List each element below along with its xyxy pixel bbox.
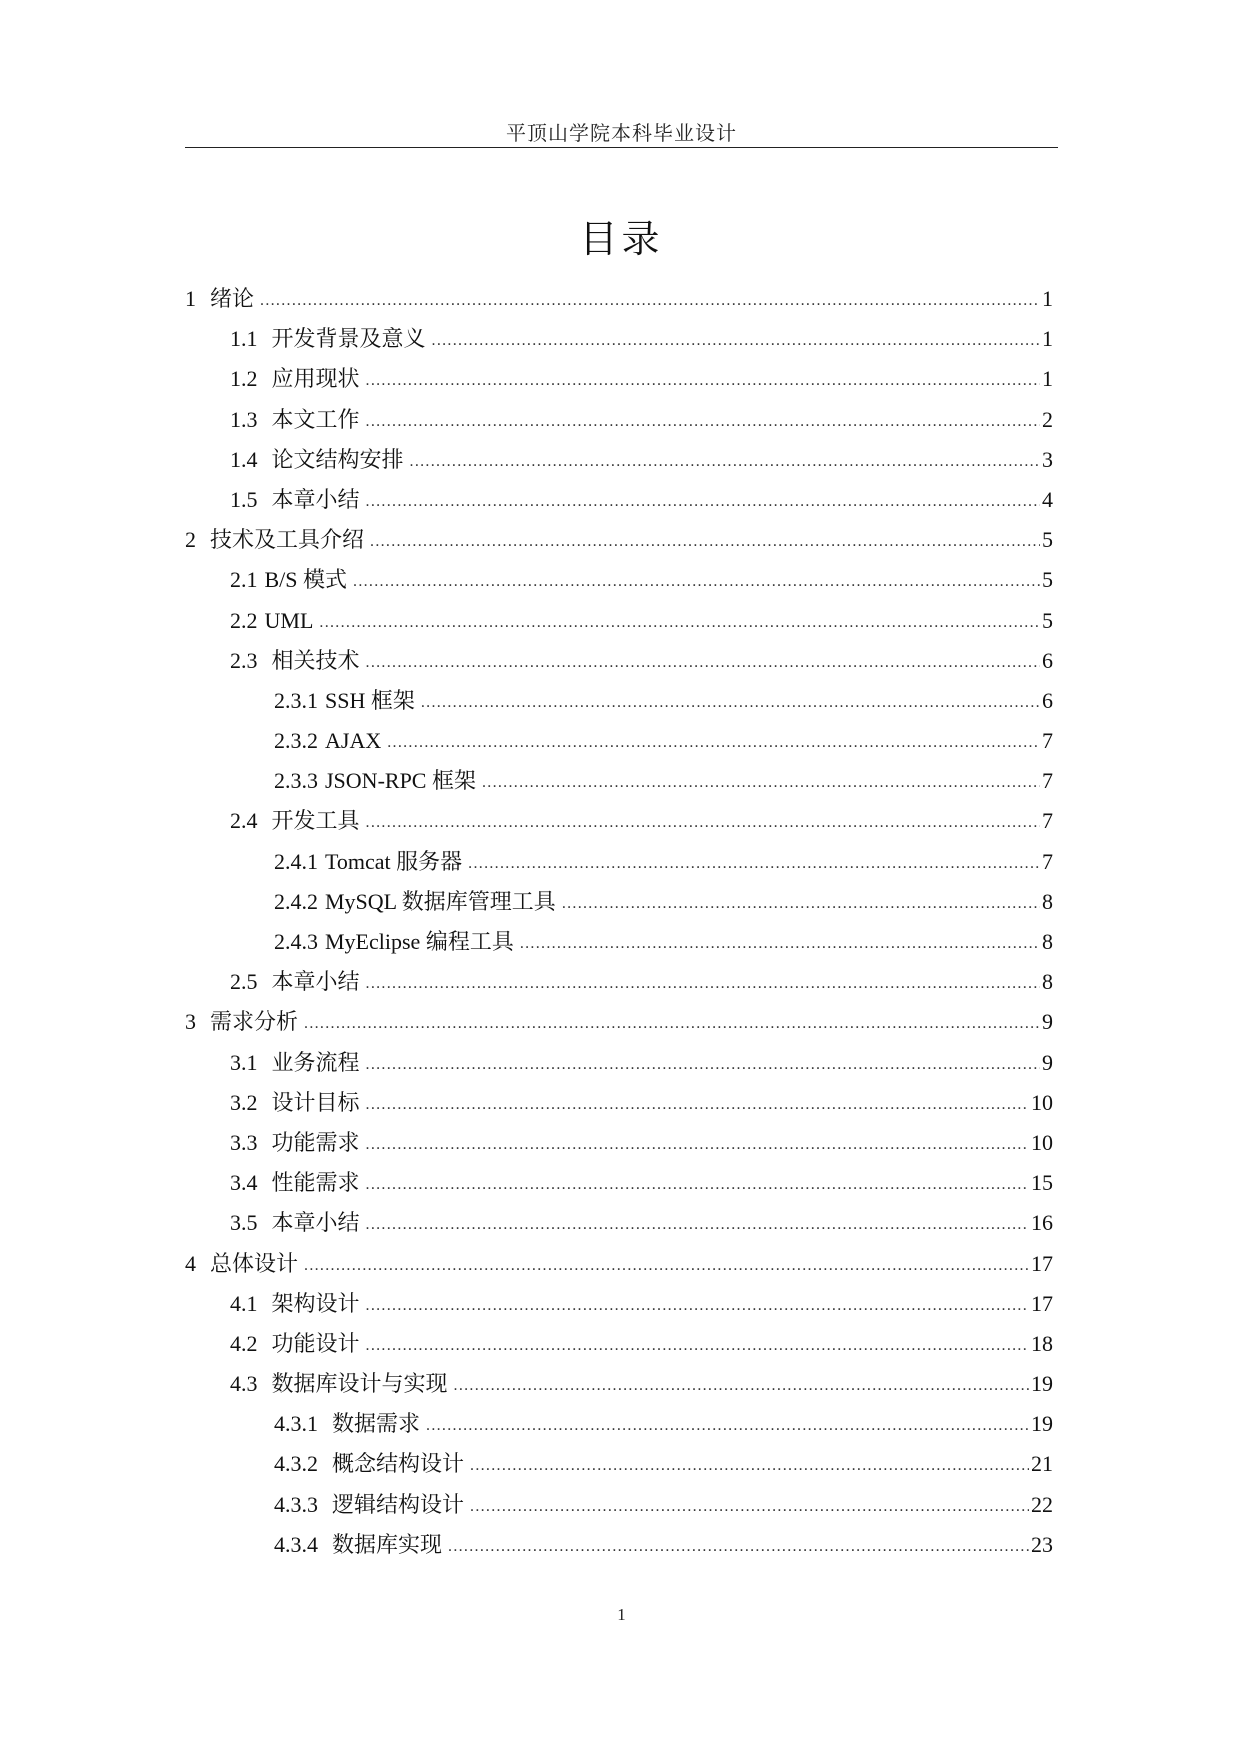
toc-entry-page: 7 [1042,808,1053,834]
toc-entry-title: 设计目标 [271,1089,360,1115]
toc-entry[interactable] [185,400,1053,440]
toc-dot-leader [470,1446,1029,1486]
toc-dot-leader [319,603,1040,643]
toc-entry-number: 2.4.1 [274,848,318,874]
toc-entry-number: 2.3.1 [274,687,318,713]
toc-dot-leader [426,1406,1029,1446]
toc-entry-number: 2.5 [230,969,258,995]
toc-dot-leader [366,643,1040,683]
toc-entry[interactable] [185,1043,1053,1083]
toc-dot-leader [366,1326,1029,1366]
toc-dot-leader [520,924,1040,964]
toc-entry-number: 2.1 [230,567,258,593]
toc-dot-leader [260,281,1040,321]
toc-entry-number: 3.4 [230,1170,258,1196]
toc-entry[interactable] [185,721,1053,761]
toc-entry-title: 逻辑结构设计 [332,1491,465,1517]
toc-entry-number: 4.3.3 [274,1491,318,1517]
toc-dot-leader [470,1487,1029,1527]
toc-dot-leader [366,1205,1029,1245]
toc-dot-leader [304,1246,1029,1286]
toc-entry-title: 本文工作 [271,406,360,432]
toc-entry[interactable] [185,1364,1053,1404]
toc-entry-number: 4.3 [230,1371,258,1397]
toc-dot-leader [482,763,1040,803]
toc-entry-number: 2.3.3 [274,768,318,794]
toc-entry[interactable] [185,480,1053,520]
toc-dot-leader [366,1286,1029,1326]
page-number: 1 [617,1605,626,1624]
toc-entry-title: 数据需求 [332,1411,421,1437]
toc-entry-page: 1 [1042,286,1053,311]
toc-entry-number: 4 [185,1250,196,1276]
toc-entry-number: 2.4.2 [274,888,318,914]
toc-entry-title: 数据库实现 [332,1531,443,1557]
toc-entry[interactable] [185,1002,1053,1042]
toc-dot-leader [468,844,1040,884]
toc-entry-title: 开发背景及意义 [271,326,426,352]
toc-entry-title: 应用现状 [271,366,360,392]
toc-entry[interactable] [185,882,1053,922]
toc-entry-title: MyEclipse 编程工具 [325,929,514,954]
toc-entry[interactable] [185,1083,1053,1123]
toc-dot-leader [366,1165,1029,1205]
toc-entry-number: 1.5 [230,486,258,512]
toc-dot-leader [366,964,1040,1004]
toc-entry-page: 21 [1031,1451,1053,1477]
toc-entry-number: 4.3.2 [274,1451,318,1477]
toc-entry-number: 3 [185,1009,196,1035]
toc-entry-page: 5 [1042,567,1053,593]
toc-entry-number: 2 [185,527,196,553]
toc-entry-page: 1 [1042,366,1053,392]
toc-entry[interactable] [185,560,1053,600]
toc-entry[interactable] [185,842,1053,882]
toc-entry[interactable] [185,1485,1053,1525]
toc-entry[interactable] [185,1444,1053,1484]
toc-entry[interactable] [185,279,1053,319]
toc-entry-page: 8 [1042,969,1053,995]
toc-dot-leader [562,884,1040,924]
toc-entry[interactable] [185,319,1053,359]
toc-dot-leader [421,683,1040,723]
toc-entry[interactable] [185,359,1053,399]
toc-title: 目录 [579,217,664,261]
toc-entry-page: 6 [1042,687,1053,713]
toc-entry-page: 1 [1042,326,1053,352]
toc-entry-title: 业务流程 [271,1049,360,1075]
toc-entry-number: 1 [185,286,196,311]
toc-entry-number: 2.3 [230,647,258,673]
table-of-contents [185,279,1053,1565]
toc-entry-number: 4.3.4 [274,1531,318,1557]
toc-entry-number: 2.3.2 [274,728,318,754]
toc-entry[interactable] [185,641,1053,681]
toc-dot-leader [432,321,1040,361]
toc-entry-title: 数据库设计与实现 [271,1371,448,1397]
toc-entry[interactable] [185,1123,1053,1163]
header-rule [185,147,1058,148]
toc-entry-number: 2.4 [230,808,258,834]
toc-entry-title: 相关技术 [271,647,360,673]
toc-entry-page: 10 [1031,1129,1053,1155]
toc-entry-title: 本章小结 [271,1210,360,1236]
toc-entry-number: 3.5 [230,1210,258,1236]
toc-entry-page: 2 [1042,406,1053,432]
toc-entry-page: 3 [1042,446,1053,472]
toc-dot-leader [366,1125,1029,1165]
toc-entry[interactable] [185,1244,1053,1284]
toc-entry-number: 2.2 [230,607,258,633]
toc-entry[interactable] [185,922,1053,962]
toc-entry-title: 功能需求 [271,1129,360,1155]
toc-entry[interactable] [185,1404,1053,1444]
toc-entry-page: 9 [1042,1009,1053,1035]
toc-entry-title: 概念结构设计 [332,1451,465,1477]
toc-entry-page: 7 [1042,848,1053,874]
toc-entry-title: 论文结构安排 [271,446,404,472]
toc-entry[interactable] [185,601,1053,641]
toc-entry-page: 8 [1042,929,1053,954]
toc-dot-leader [410,442,1040,482]
toc-dot-leader [366,1085,1029,1125]
toc-entry-page: 9 [1042,1049,1053,1075]
toc-entry-page: 7 [1042,768,1053,794]
toc-entry-page: 8 [1042,888,1053,914]
toc-entry-title: 绪论 [210,286,255,311]
toc-entry-number: 4.1 [230,1290,258,1316]
toc-entry-page: 15 [1031,1170,1053,1196]
toc-entry[interactable] [185,962,1053,1002]
toc-entry[interactable] [185,1284,1053,1324]
toc-entry[interactable] [185,801,1053,841]
toc-entry-title: UML [264,607,314,633]
toc-entry-number: 2.4.3 [274,929,318,954]
toc-entry[interactable] [185,1163,1053,1203]
toc-entry[interactable] [185,1324,1053,1364]
toc-entry-title: 技术及工具介绍 [210,527,365,553]
toc-entry-title: AJAX [325,728,382,754]
toc-dot-leader [366,402,1040,442]
toc-entry-page: 16 [1031,1210,1053,1236]
toc-entry-number: 4.3.1 [274,1411,318,1437]
toc-dot-leader [304,1004,1040,1044]
toc-entry[interactable] [185,761,1053,801]
running-header: 平顶山学院本科毕业设计 [506,123,737,145]
toc-entry[interactable] [185,1203,1053,1243]
toc-entry-page: 23 [1031,1531,1053,1557]
toc-entry-page: 5 [1042,527,1053,553]
toc-entry-title: B/S 模式 [264,567,348,593]
toc-entry-page: 4 [1042,486,1053,512]
toc-entry-title: 性能需求 [271,1170,360,1196]
toc-entry[interactable] [185,681,1053,721]
toc-entry-title: 总体设计 [210,1250,299,1276]
toc-entry-page: 10 [1031,1089,1053,1115]
toc-entry-number: 3.3 [230,1129,258,1155]
toc-entry-page: 17 [1031,1290,1053,1316]
toc-entry-title: 本章小结 [271,969,360,995]
toc-dot-leader [370,522,1040,562]
toc-entry-page: 22 [1031,1491,1053,1517]
toc-dot-leader [387,723,1040,763]
toc-entry-title: MySQL 数据库管理工具 [325,888,556,914]
toc-entry-page: 5 [1042,607,1053,633]
toc-entry-title: 架构设计 [271,1290,360,1316]
toc-entry-number: 3.1 [230,1049,258,1075]
toc-dot-leader [366,482,1040,522]
toc-entry-page: 19 [1031,1371,1053,1397]
toc-entry[interactable] [185,520,1053,560]
toc-dot-leader [366,803,1040,843]
toc-entry-number: 1.4 [230,446,258,472]
toc-dot-leader [454,1366,1029,1406]
toc-entry-page: 6 [1042,647,1053,673]
toc-entry-number: 1.3 [230,406,258,432]
toc-entry[interactable] [185,440,1053,480]
toc-dot-leader [353,562,1040,602]
toc-entry-page: 7 [1042,728,1053,754]
toc-entry-number: 1.2 [230,366,258,392]
toc-dot-leader [448,1527,1029,1567]
toc-entry-number: 3.2 [230,1089,258,1115]
toc-dot-leader [366,1045,1040,1085]
toc-entry-title: Tomcat 服务器 [325,848,463,874]
toc-entry[interactable] [185,1525,1053,1565]
toc-entry-title: JSON-RPC 框架 [325,768,476,794]
toc-entry-title: 本章小结 [271,486,360,512]
toc-entry-page: 18 [1031,1330,1053,1356]
toc-entry-title: 开发工具 [271,808,360,834]
toc-entry-number: 1.1 [230,326,258,352]
toc-entry-number: 4.2 [230,1330,258,1356]
toc-entry-page: 17 [1031,1250,1053,1276]
toc-dot-leader [366,361,1040,401]
toc-entry-title: 需求分析 [210,1009,299,1035]
toc-entry-page: 19 [1031,1411,1053,1437]
toc-entry-title: SSH 框架 [325,687,415,713]
toc-entry-title: 功能设计 [271,1330,360,1356]
